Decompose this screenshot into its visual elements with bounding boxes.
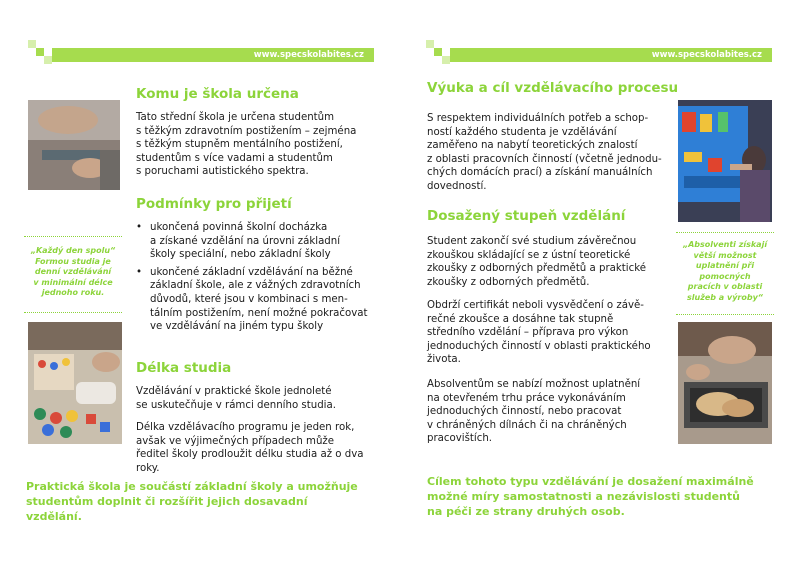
heading-conditions: Podmínky pro přijetí [136, 196, 292, 212]
list-item: • ukončená povinná školní docházka a získané vzdělání na úrovni základní školy speciální, nebo základní školy [136, 221, 368, 262]
paragraph-level-2: Obdrží certifikát neboli vysvědčení o závě- rečné zkoušce a dosáhne tak stupně středního vzdělání – příprava pro výkon jednoduchých činností v oblasti praktického života. [427, 300, 651, 366]
divider [676, 314, 774, 315]
interactive-whiteboard-photo [678, 100, 772, 222]
quote-graduates: „Absolventi získají větší možnost uplatnění při pomocných pracích v oblasti služeb a výroby“ [682, 240, 768, 302]
paragraph-duration-2: Délka vzdělávacího programu je jeden rok, avšak ve výjimečných případech může ředitel školy prodloužit délku studia až o dva roky. [136, 422, 364, 474]
conditions-list [136, 221, 368, 338]
baking-tray-photo [678, 322, 772, 444]
closing-statement: Cílem tohoto typu vzdělávání je dosažení maximálně možné míry samostatnosti a nezávislosti studentů na péči ze strany druhých osob. [427, 475, 754, 518]
heading-for-whom: Komu je škola určena [136, 86, 299, 102]
hands-on-table-photo [28, 100, 120, 190]
decor-square [44, 56, 52, 64]
paragraph-teaching: S respektem individuálních potřeb a schop- ností každého studenta je vzdělávání zaměřeno na nabytí teoretických znalostí z oblasti pracovních činností (včetně jednodu- chých domácích prací) a získání manuálních dovedností. [427, 113, 662, 192]
decor-square [28, 40, 36, 48]
closing-statement: Praktická škola je součástí základní školy a umožňuje studentům doplnit či rozšířit jejich dosavadní vzdělání. [26, 480, 358, 523]
heading-duration: Délka studia [136, 360, 232, 376]
divider [676, 232, 774, 233]
right-page [400, 0, 800, 566]
header-url: www.specskolabites.cz [651, 50, 762, 60]
divider [24, 236, 122, 237]
heading-teaching: Výuka a cíl vzdělávacího procesu [427, 80, 679, 96]
paragraph-duration-1: Vzdělávání v praktické škole jednoleté se uskutečňuje v rámci denního studia. [136, 386, 336, 411]
header-url: www.specskolabites.cz [253, 50, 364, 60]
decor-square [426, 40, 434, 48]
decor-square [434, 48, 442, 56]
decor-square [36, 48, 44, 56]
divider [24, 312, 122, 313]
paragraph-for-whom: Tato střední škola je určena studentům s těžkým zdravotním postižením – zejména s těžkým stupněm mentálního postižení, studentům s více vadami a studentům s poruchami autistického spektra. [136, 112, 357, 178]
decor-square [442, 56, 450, 64]
paragraph-level-1: Student zakončí své studium závěrečnou zkouškou skládající se z ústní teoretické zkoušky z odborných předmětů a praktické zkoušky z odborných předmětů. [427, 236, 647, 288]
heading-level: Dosažený stupeň vzdělání [427, 208, 626, 224]
list-item: • ukončené základní vzdělávání na běžné základní škole, ale z vážných zdravotních důvodů, které jsou v kombinaci s men- tálním postižením, není možné pokračovat ve vzdělávání na jiném typu školy [136, 266, 368, 334]
paragraph-level-3: Absolventům se nabízí možnost uplatnění na otevřeném trhu práce vykonáváním jednoduchých činností, nebo pracovat v chráněných dílnách či na chráněných pracovištích. [427, 379, 641, 445]
quote-daily: „Každý den spolu“ Formou studia je denní vzdělávání v minimální délce jednoho roku. [30, 246, 116, 297]
sorting-colored-shapes-photo [28, 322, 122, 444]
